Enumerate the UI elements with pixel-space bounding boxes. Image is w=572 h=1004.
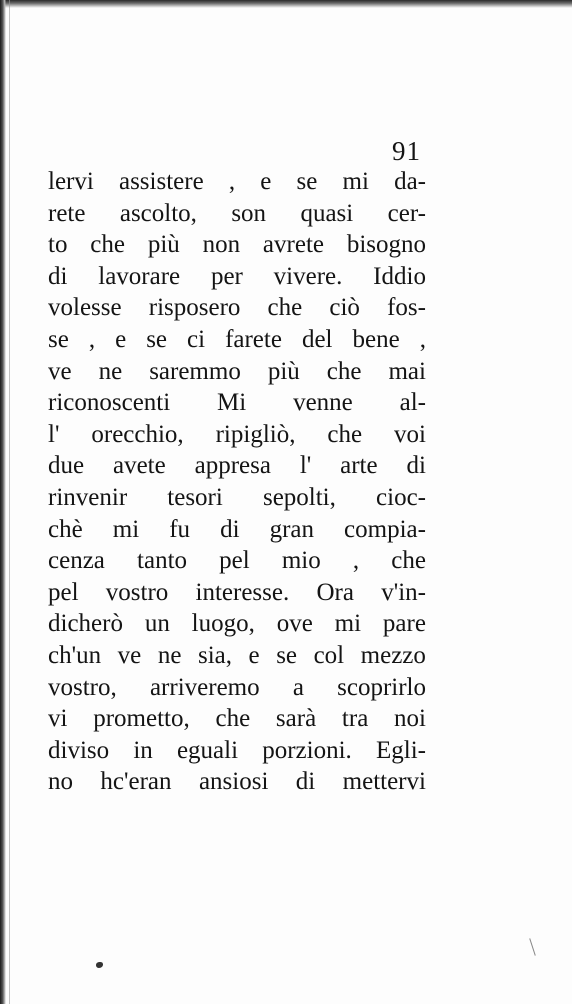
word: venne [293, 389, 353, 417]
word: diviso [48, 736, 110, 764]
word: più [147, 231, 180, 259]
word: bene [352, 325, 400, 353]
word: farete [225, 325, 282, 353]
word: saremmo [149, 357, 241, 385]
word: vostro, [48, 673, 117, 701]
word: ne [98, 357, 123, 385]
word: se [276, 641, 298, 669]
text-line [48, 514, 426, 546]
word: ch'un [48, 641, 102, 669]
word: se [146, 325, 168, 353]
word: risposero [148, 294, 241, 322]
word: ove [276, 610, 313, 638]
word: l' [48, 420, 60, 448]
word: ve [48, 357, 72, 385]
word: son [231, 199, 267, 227]
word: assistere [118, 168, 204, 195]
word: pare [382, 610, 426, 638]
text-line [48, 229, 426, 261]
word: di [295, 768, 316, 796]
word: cenza [48, 547, 105, 575]
word: mi [334, 610, 362, 638]
word: e [260, 168, 272, 195]
word: se [48, 325, 69, 353]
word: al- [399, 389, 426, 417]
word: vostro [105, 578, 169, 606]
scan-top-edge [0, 0, 572, 8]
text-line [48, 450, 426, 482]
word: che [391, 547, 426, 575]
word: se [296, 168, 318, 195]
word: Egli- [376, 736, 426, 764]
body-text [48, 166, 426, 798]
text-line [48, 419, 426, 451]
word: di [48, 262, 68, 290]
word: cer- [387, 199, 426, 227]
word: Iddio [373, 262, 426, 290]
word: arriveremo [149, 673, 260, 701]
word: mai [388, 357, 426, 385]
word: prometto, [93, 705, 190, 733]
word: di [406, 452, 426, 480]
word: cioc- [376, 483, 426, 511]
word: compia- [344, 515, 426, 543]
word: riconoscenti [48, 389, 171, 417]
word: scoprirlo [337, 673, 426, 701]
word: mezzo [360, 641, 426, 669]
word: porzioni. [262, 736, 352, 764]
text-line [48, 577, 426, 609]
word: col [313, 641, 345, 669]
word: l' [299, 452, 312, 480]
ink-speck [96, 962, 103, 968]
word: più [267, 357, 300, 385]
word: mio [281, 547, 321, 575]
word: sepolti, [262, 483, 336, 511]
word: , [419, 325, 426, 353]
word: pel [219, 547, 250, 575]
word: per [210, 262, 243, 290]
scan-left-edge [0, 0, 6, 1004]
text-line [48, 672, 426, 704]
word: di [220, 515, 240, 543]
word: lavorare [98, 262, 181, 290]
word: tra [341, 705, 369, 733]
word: mettervi [342, 768, 426, 796]
text-line [48, 766, 426, 798]
word: da- [394, 168, 426, 195]
word: ascolto, [119, 199, 197, 227]
word: luogo, [191, 610, 255, 638]
word: mi [112, 515, 140, 543]
word: volesse [48, 294, 122, 322]
paper-mark [529, 938, 536, 955]
word: chè [48, 515, 83, 543]
word: arte [340, 452, 378, 480]
word: ciò [329, 294, 360, 322]
word: rete [48, 199, 86, 227]
word: bisogno [346, 231, 426, 259]
word: ansiosi [198, 768, 269, 796]
text-line [48, 735, 426, 767]
word: che [267, 294, 303, 322]
word: e [248, 641, 260, 669]
word: quasi [300, 199, 354, 227]
word: voi [394, 420, 426, 448]
word: noi [394, 705, 426, 733]
word: hc'eran [100, 768, 172, 796]
word: che [215, 705, 251, 733]
word: tanto [137, 547, 188, 575]
word: v'in- [381, 578, 426, 606]
word: lervi [48, 168, 94, 195]
word: vi [48, 705, 68, 733]
word: che [326, 357, 362, 385]
text-line [48, 545, 426, 577]
word: non [202, 231, 241, 259]
word: che [90, 231, 125, 259]
word: tesori [167, 483, 223, 511]
word: un [144, 610, 170, 638]
word: ne [157, 641, 182, 669]
word: del [301, 325, 333, 353]
word: rinvenir [48, 483, 128, 511]
word: , [88, 325, 96, 353]
word: avete [112, 452, 166, 480]
text-line [48, 198, 426, 230]
word: to [48, 231, 68, 259]
word: ve [117, 641, 142, 669]
word: in [133, 736, 153, 764]
word: Mi [217, 389, 247, 417]
word: ripigliò, [215, 420, 296, 448]
word: e [115, 325, 127, 353]
word: interesse. [195, 578, 290, 606]
text-line [48, 324, 426, 356]
text-line [48, 356, 426, 388]
text-line [48, 261, 426, 293]
word: appresa [194, 452, 271, 480]
word: , [352, 547, 360, 575]
scan-gutter-line [9, 0, 10, 1004]
text-line [48, 703, 426, 735]
word: , [228, 168, 236, 195]
text-line [48, 482, 426, 514]
word: fu [169, 515, 191, 543]
word: sarà [275, 705, 317, 733]
text-line [48, 292, 426, 324]
word: gran [269, 515, 314, 543]
word: due [48, 452, 85, 480]
word: dicherò [48, 610, 123, 638]
word: a [292, 673, 304, 701]
text-line [48, 387, 426, 419]
text-line [48, 608, 426, 640]
word: fos- [387, 294, 426, 322]
word: no [48, 768, 73, 796]
page-number: 91 [392, 136, 421, 166]
word: eguali [176, 736, 239, 764]
word: che [327, 420, 363, 448]
text-line [48, 640, 426, 672]
word: ci [187, 325, 206, 353]
word: pel [48, 578, 79, 606]
word: vivere. [273, 262, 343, 290]
text-line [48, 166, 426, 198]
word: Ora [316, 578, 354, 606]
word: avrete [262, 231, 324, 259]
word: mi [342, 168, 369, 195]
word: orecchio, [91, 420, 184, 448]
word: sia, [197, 641, 232, 669]
